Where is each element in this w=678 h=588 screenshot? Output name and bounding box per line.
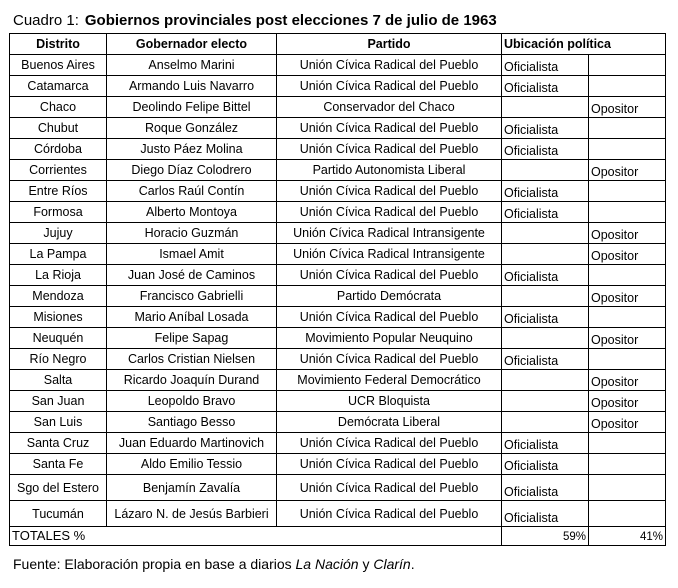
caption-number: Cuadro 1: — [13, 12, 79, 29]
cell-gobernador: Diego Díaz Colodrero — [107, 160, 277, 181]
table-row — [10, 328, 666, 349]
table-row — [10, 202, 666, 223]
cell-partido: Unión Cívica Radical Intransigente — [277, 223, 502, 244]
cell-opositor — [589, 307, 666, 328]
cell-opositor — [589, 118, 666, 139]
cell-oficialista — [502, 223, 589, 244]
cell-oficialista: Oficialista — [502, 181, 589, 202]
cell-opositor — [589, 202, 666, 223]
table-row — [10, 76, 666, 97]
cell-distrito: Tucumán — [10, 501, 107, 527]
cell-oficialista: Oficialista — [502, 55, 589, 76]
cell-partido: Unión Cívica Radical del Pueblo — [277, 76, 502, 97]
cell-distrito: Corrientes — [10, 160, 107, 181]
table-caption — [13, 12, 497, 29]
cell-gobernador: Ricardo Joaquín Durand — [107, 370, 277, 391]
cell-oficialista: Oficialista — [502, 139, 589, 160]
header-distrito: Distrito — [10, 34, 107, 55]
cell-oficialista: Oficialista — [502, 501, 589, 527]
cell-gobernador: Armando Luis Navarro — [107, 76, 277, 97]
cell-oficialista: Oficialista — [502, 202, 589, 223]
cell-distrito: Mendoza — [10, 286, 107, 307]
totals-opositor-pct: 41% — [589, 527, 666, 546]
cell-oficialista: Oficialista — [502, 349, 589, 370]
cell-partido: Unión Cívica Radical del Pueblo — [277, 501, 502, 527]
cell-opositor — [589, 55, 666, 76]
cell-partido: Unión Cívica Radical Intransigente — [277, 244, 502, 265]
cell-gobernador: Lázaro N. de Jesús Barbieri — [107, 501, 277, 527]
cell-oficialista: Oficialista — [502, 265, 589, 286]
cell-distrito: Entre Ríos — [10, 181, 107, 202]
table-row — [10, 244, 666, 265]
cell-partido: Unión Cívica Radical del Pueblo — [277, 55, 502, 76]
cell-distrito: Jujuy — [10, 223, 107, 244]
cell-partido: Unión Cívica Radical del Pueblo — [277, 202, 502, 223]
header-partido: Partido — [277, 34, 502, 55]
cell-partido: Unión Cívica Radical del Pueblo — [277, 139, 502, 160]
header-gobernador: Gobernador electo — [107, 34, 277, 55]
cell-distrito: Chubut — [10, 118, 107, 139]
cell-opositor: Opositor — [589, 160, 666, 181]
cell-gobernador: Horacio Guzmán — [107, 223, 277, 244]
table-row — [10, 139, 666, 160]
cell-opositor — [589, 181, 666, 202]
cell-oficialista: Oficialista — [502, 76, 589, 97]
cell-opositor — [589, 139, 666, 160]
table-row — [10, 307, 666, 328]
cell-distrito: Sgo del Estero — [10, 475, 107, 501]
cell-opositor — [589, 501, 666, 527]
cell-opositor: Opositor — [589, 286, 666, 307]
cell-oficialista — [502, 97, 589, 118]
cell-opositor: Opositor — [589, 328, 666, 349]
table-row — [10, 55, 666, 76]
cell-gobernador: Alberto Montoya — [107, 202, 277, 223]
cell-partido: Partido Demócrata — [277, 286, 502, 307]
cell-distrito: Chaco — [10, 97, 107, 118]
cell-gobernador: Ismael Amit — [107, 244, 277, 265]
cell-opositor: Opositor — [589, 223, 666, 244]
cell-partido: Conservador del Chaco — [277, 97, 502, 118]
cell-oficialista — [502, 244, 589, 265]
cell-opositor — [589, 76, 666, 97]
cell-oficialista: Oficialista — [502, 118, 589, 139]
table-row — [10, 349, 666, 370]
totals-oficialista-pct: 59% — [502, 527, 589, 546]
cell-gobernador: Roque González — [107, 118, 277, 139]
cell-partido: Unión Cívica Radical del Pueblo — [277, 454, 502, 475]
cell-oficialista — [502, 370, 589, 391]
cell-partido: Movimiento Federal Democrático — [277, 370, 502, 391]
cell-distrito: Buenos Aires — [10, 55, 107, 76]
header-row — [10, 34, 666, 55]
cell-distrito: Neuquén — [10, 328, 107, 349]
cell-opositor — [589, 454, 666, 475]
source-prefix: Fuente: Elaboración propia en base a diarios — [13, 556, 296, 572]
table-row — [10, 454, 666, 475]
table-row — [10, 97, 666, 118]
cell-partido: Unión Cívica Radical del Pueblo — [277, 265, 502, 286]
cell-oficialista — [502, 391, 589, 412]
cell-gobernador: Carlos Cristian Nielsen — [107, 349, 277, 370]
cell-distrito: Catamarca — [10, 76, 107, 97]
cell-partido: Movimiento Popular Neuquino — [277, 328, 502, 349]
cell-gobernador: Santiago Besso — [107, 412, 277, 433]
cell-gobernador: Benjamín Zavalía — [107, 475, 277, 501]
table-row — [10, 118, 666, 139]
header-ubicacion: Ubicación política — [502, 34, 666, 55]
cell-oficialista — [502, 286, 589, 307]
cell-partido: Unión Cívica Radical del Pueblo — [277, 118, 502, 139]
cell-opositor: Opositor — [589, 370, 666, 391]
cell-gobernador: Aldo Emilio Tessio — [107, 454, 277, 475]
cell-gobernador: Deolindo Felipe Bittel — [107, 97, 277, 118]
totals-label: TOTALES % — [10, 527, 502, 546]
cell-opositor: Opositor — [589, 412, 666, 433]
source-paper-2: Clarín — [373, 556, 411, 572]
table-row — [10, 181, 666, 202]
table-row — [10, 223, 666, 244]
cell-partido: Unión Cívica Radical del Pueblo — [277, 307, 502, 328]
cell-opositor: Opositor — [589, 391, 666, 412]
cell-opositor: Opositor — [589, 97, 666, 118]
table-row — [10, 501, 666, 527]
cell-distrito: Río Negro — [10, 349, 107, 370]
cell-partido: Demócrata Liberal — [277, 412, 502, 433]
source-suffix: . — [410, 556, 415, 572]
cell-distrito: Santa Fe — [10, 454, 107, 475]
table-row — [10, 265, 666, 286]
table-row — [10, 412, 666, 433]
cell-distrito: Salta — [10, 370, 107, 391]
cell-gobernador: Anselmo Marini — [107, 55, 277, 76]
cell-distrito: Misiones — [10, 307, 107, 328]
table-row — [10, 160, 666, 181]
cell-oficialista: Oficialista — [502, 454, 589, 475]
cell-oficialista: Oficialista — [502, 475, 589, 501]
source-joiner: y — [358, 556, 374, 572]
cell-oficialista — [502, 328, 589, 349]
cell-gobernador: Felipe Sapag — [107, 328, 277, 349]
cell-partido: Unión Cívica Radical del Pueblo — [277, 433, 502, 454]
cell-opositor — [589, 433, 666, 454]
cell-oficialista — [502, 160, 589, 181]
cell-partido: UCR Bloquista — [277, 391, 502, 412]
table-row — [10, 391, 666, 412]
cell-distrito: Córdoba — [10, 139, 107, 160]
source-paper-1: La Nación — [295, 556, 359, 572]
cell-distrito: San Juan — [10, 391, 107, 412]
cell-opositor — [589, 349, 666, 370]
cell-gobernador: Juan José de Caminos — [107, 265, 277, 286]
cell-gobernador: Justo Páez Molina — [107, 139, 277, 160]
totals-row — [10, 527, 666, 546]
cell-gobernador: Francisco Gabrielli — [107, 286, 277, 307]
table-row — [10, 286, 666, 307]
cell-opositor — [589, 265, 666, 286]
cell-partido: Partido Autonomista Liberal — [277, 160, 502, 181]
cell-partido: Unión Cívica Radical del Pueblo — [277, 475, 502, 501]
cell-distrito: La Rioja — [10, 265, 107, 286]
cell-distrito: San Luis — [10, 412, 107, 433]
cell-distrito: La Pampa — [10, 244, 107, 265]
cell-partido: Unión Cívica Radical del Pueblo — [277, 349, 502, 370]
table-row — [10, 433, 666, 454]
source-note — [13, 556, 415, 572]
table-row — [10, 475, 666, 501]
cell-distrito: Formosa — [10, 202, 107, 223]
cell-partido: Unión Cívica Radical del Pueblo — [277, 181, 502, 202]
cell-gobernador: Mario Aníbal Losada — [107, 307, 277, 328]
governors-table — [9, 33, 666, 546]
cell-opositor: Opositor — [589, 244, 666, 265]
cell-gobernador: Leopoldo Bravo — [107, 391, 277, 412]
cell-oficialista: Oficialista — [502, 433, 589, 454]
cell-gobernador: Juan Eduardo Martinovich — [107, 433, 277, 454]
cell-gobernador: Carlos Raúl Contín — [107, 181, 277, 202]
cell-oficialista — [502, 412, 589, 433]
caption-title: Gobiernos provinciales post elecciones 7 de julio de 1963 — [84, 12, 497, 29]
cell-oficialista: Oficialista — [502, 307, 589, 328]
cell-distrito: Santa Cruz — [10, 433, 107, 454]
table-row — [10, 370, 666, 391]
cell-opositor — [589, 475, 666, 501]
